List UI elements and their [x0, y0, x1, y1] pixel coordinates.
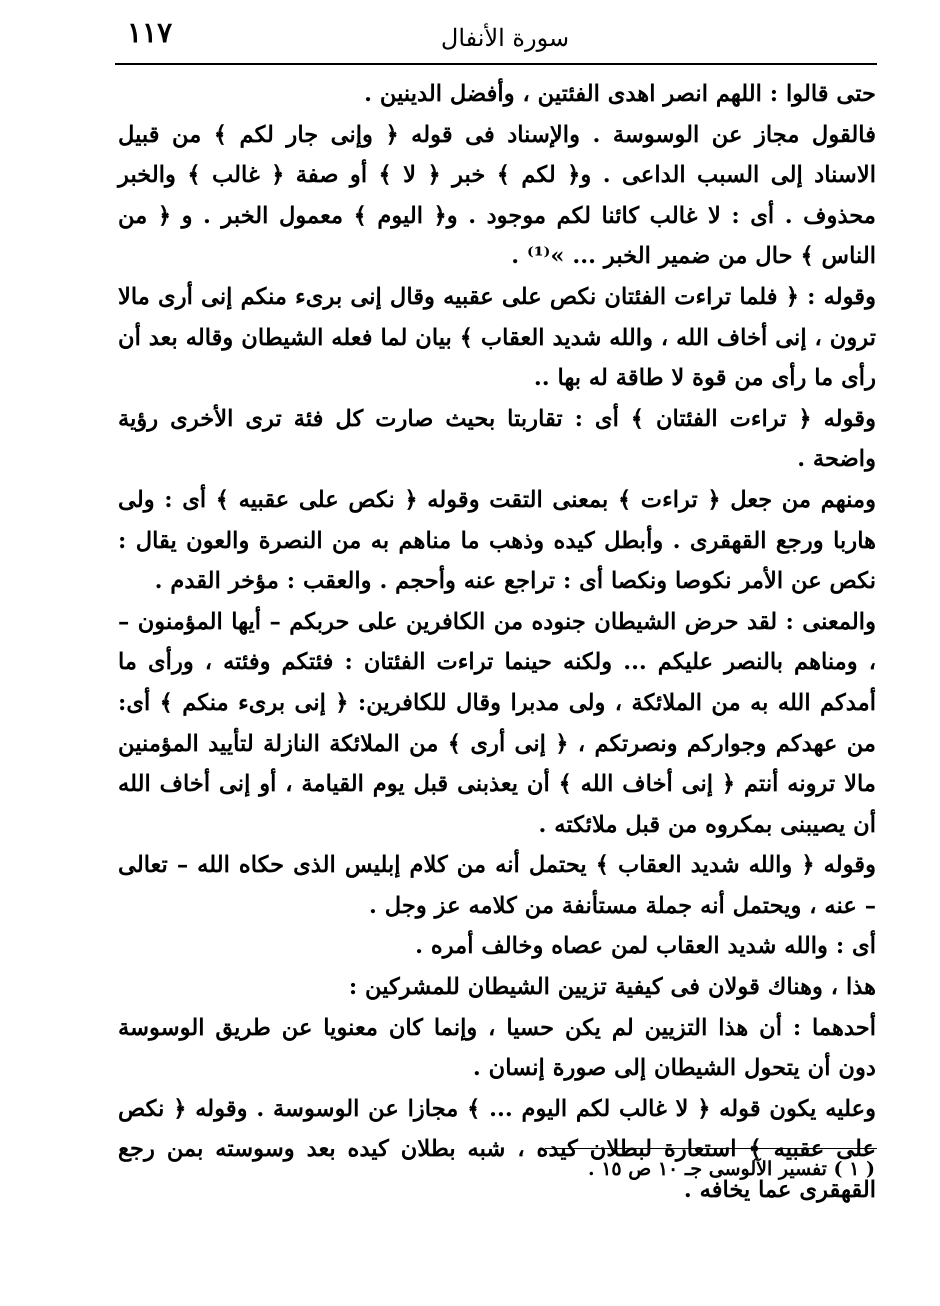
main-text	[118, 74, 876, 1211]
paragraph-first-view-consequence: وعليه يكون قوله ﴿ لا غالب لكم اليوم ... ﴾ مجازا عن الوسوسة . وقوله ﴿ نكص على عقبيه ﴾ استعارة لبطلان كيده ، شبه بطلان كيده بعد وسوسته بمن رجع القهقرى عما يخافه .	[118, 1095, 876, 1204]
paragraph-summary: أى : والله شديد العقاب لمن عصاه وخالف أمره .	[415, 933, 876, 960]
paragraph-intro-quote-end: حتى قالوا : اللهم انصر اهدى الفئتين ، وأفضل الدينين .	[364, 81, 876, 107]
paragraph-nakasa-meaning: ومنهم من جعل ﴿ تراءت ﴾ بمعنى التقت وقوله ﴿ نكص على عقبيه ﴾ أى : ولى هاربا ورجع القهقرى . وأبطل كيده وذهب ما مناهم به من النصرة والعون يقال : نكص عن الأمر نكوصا ونكصا أى : تراجع عنه وأحجم . والعقب : مؤخر القدم .	[118, 486, 876, 595]
paragraph-majaz-explanation: فالقول مجاز عن الوسوسة . والإسناد فى قوله ﴿ وإنى جار لكم ﴾ من قبيل الاسناد إلى السبب الداعى . و﴿ لكم ﴾ خبر ﴿ لا ﴾ أو صفة ﴿ غالب ﴾ والخبر محذوف . أى : لا غالب كائنا لكم موجود . و﴿ اليوم ﴾ معمول الخبر . و ﴿ من الناس ﴾ حال من ضمير الخبر ... »⁽¹⁾ .	[118, 121, 876, 270]
paragraph-taraat-meaning: وقوله ﴿ تراءت الفئتان ﴾ أى : تقاربتا بحيث صارت كل فئة ترى الأخرى رؤية واضحة .	[118, 405, 876, 473]
surah-title: سورة الأنفال	[440, 24, 570, 52]
footnote-divider	[545, 1148, 877, 1149]
page-number: ١١٧	[127, 16, 173, 49]
header-divider	[115, 63, 877, 65]
footnote: ( ١ ) تفسير الآلوسى جـ ١٠ ص ١٥ .	[587, 1158, 875, 1180]
paragraph-shadid-alikab: وقوله ﴿ والله شديد العقاب ﴾ يحتمل أنه من كلام إبليس الذى حكاه الله – تعالى – عنه ، ويحتمل أنه جملة مستأنفة من كلامه عز وجل .	[118, 852, 876, 919]
page-header	[115, 10, 875, 56]
paragraph-first-view: أحدهما : أن هذا التزيين لم يكن حسيا ، وإنما كان معنويا عن طريق الوسوسة دون أن يتحول الشيطان إلى صورة إنسان .	[118, 1014, 876, 1082]
paragraph-overall-meaning: والمعنى : لقد حرض الشيطان جنوده من الكافرين على حربكم – أيها المؤمنون – ، ومناهم بالنصر عليكم ... ولكنه حينما تراءت الفئتان : فئتكم وفئته ، ورأى ما أمدكم الله به من الملائكة ، ولى مدبرا وقال للكافرين: ﴿ إنى برىء منكم ﴾ أى: من عهدكم وجواركم ونصرتكم ، ﴿ إنى أرى ﴾ من الملائكة النازلة لتأييد المؤمنين مالا ترونه أنتم ﴿ إنى أخاف الله ﴾ أن يعذبنى قبل يوم القيامة ، أو إنى أخاف الله أن يصيبنى بمكروه من قبل ملائكته .	[118, 608, 876, 838]
paragraph-two-views: هذا ، وهناك قولان فى كيفية تزيين الشيطان للمشركين :	[348, 974, 876, 1001]
paragraph-verse-quote: وقوله : ﴿ فلما تراءت الفئتان نكص على عقبيه وقال إنى برىء منكم إنى أرى مالا ترون ، إنى أخاف الله ، والله شديد العقاب ﴾ بيان لما فعله الشيطان وقاله بعد أن رأى ما رأى من قوة لا طاقة له بها ..	[118, 283, 876, 392]
